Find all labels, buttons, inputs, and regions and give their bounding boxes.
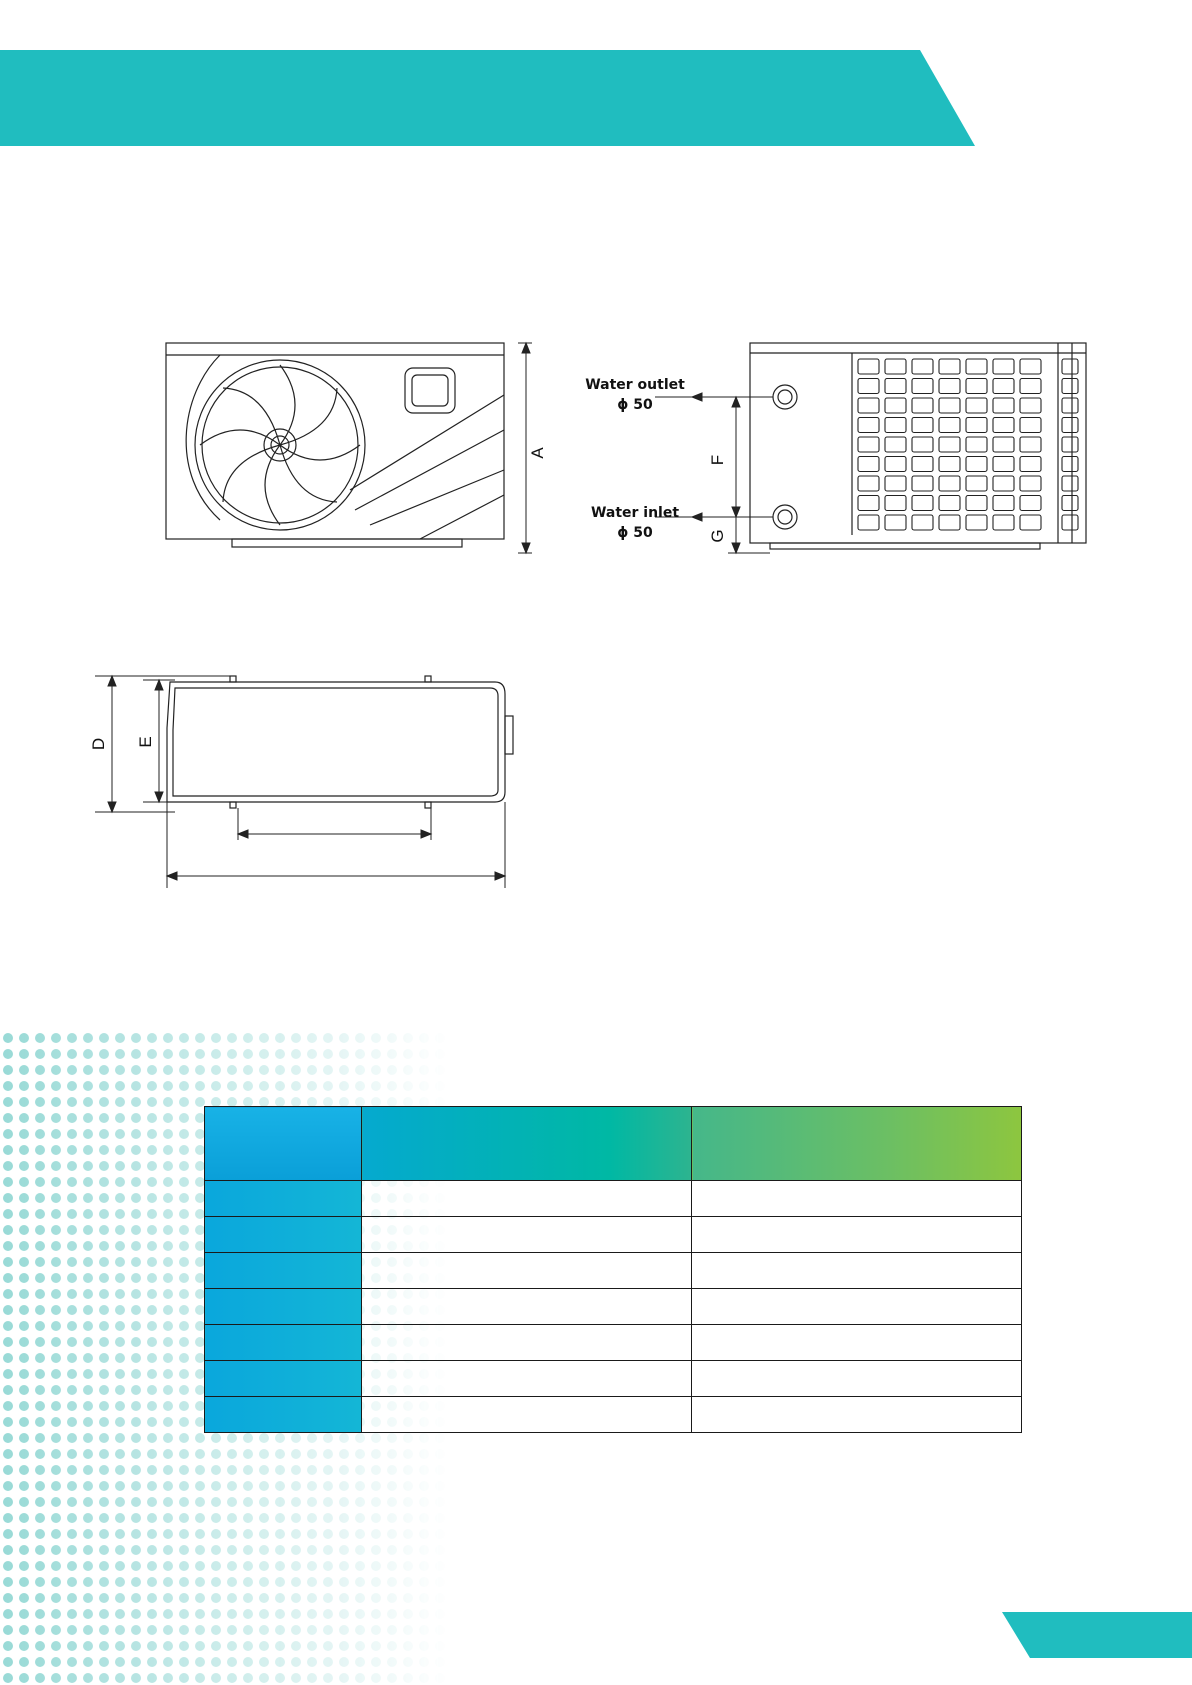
table-row-label	[205, 1217, 362, 1253]
fin-cell	[885, 437, 906, 452]
fin-cell	[993, 359, 1014, 374]
fin-cell	[939, 515, 960, 530]
table-cell	[692, 1217, 1022, 1253]
fin-cell	[912, 437, 933, 452]
fin-cell	[966, 457, 987, 472]
fin-cell	[858, 496, 879, 511]
fin-cell	[939, 496, 960, 511]
fin-cell	[993, 418, 1014, 433]
table-row-label	[205, 1397, 362, 1433]
header-banner	[0, 50, 975, 146]
fin-cell	[858, 515, 879, 530]
water-inlet-size: ϕ 50	[617, 525, 653, 541]
dimension-g-label: G	[708, 529, 727, 543]
fin-cell	[1062, 437, 1078, 452]
fin-cell	[1020, 437, 1041, 452]
fin-cell	[885, 457, 906, 472]
specification-table	[204, 1106, 1022, 1433]
fin-cell	[885, 398, 906, 413]
table-row	[205, 1361, 1022, 1397]
fin-cell	[993, 379, 1014, 394]
evaporator-fin-grid	[858, 359, 1078, 530]
side-view-drawing	[580, 335, 1100, 565]
fin-cell	[885, 418, 906, 433]
fin-cell	[858, 457, 879, 472]
table-row	[205, 1289, 1022, 1325]
table-row-label	[205, 1325, 362, 1361]
fin-cell	[966, 437, 987, 452]
table-cell	[362, 1217, 692, 1253]
fin-cell	[912, 379, 933, 394]
table-header-column-2	[692, 1107, 1022, 1181]
fin-cell	[1020, 476, 1041, 491]
fin-cell	[858, 437, 879, 452]
table-cell	[692, 1325, 1022, 1361]
table-cell	[362, 1289, 692, 1325]
dimension-e-label: E	[136, 736, 155, 748]
fin-cell	[885, 476, 906, 491]
fin-cell	[912, 515, 933, 530]
fin-cell	[912, 418, 933, 433]
fin-cell	[939, 476, 960, 491]
fin-cell	[966, 515, 987, 530]
front-view-drawing	[160, 335, 560, 565]
fin-cell	[939, 359, 960, 374]
table-cell	[692, 1181, 1022, 1217]
table-cell	[692, 1253, 1022, 1289]
fin-cell	[966, 359, 987, 374]
table-header-model	[205, 1107, 362, 1181]
fin-cell	[858, 379, 879, 394]
fin-cell	[1020, 496, 1041, 511]
fin-cell	[912, 496, 933, 511]
fin-cell	[939, 437, 960, 452]
fin-cell	[858, 398, 879, 413]
fin-cell	[1062, 457, 1078, 472]
dimension-d-label: D	[89, 737, 108, 751]
fin-cell	[1020, 515, 1041, 530]
fin-cell	[966, 496, 987, 511]
table-header-row	[205, 1107, 1022, 1181]
table-cell	[692, 1361, 1022, 1397]
fin-cell	[1062, 496, 1078, 511]
fin-cell	[1020, 418, 1041, 433]
fin-cell	[1020, 379, 1041, 394]
table-cell	[362, 1361, 692, 1397]
table-row	[205, 1253, 1022, 1289]
fin-cell	[912, 457, 933, 472]
water-outlet-label: Water outlet	[585, 377, 685, 393]
fin-cell	[966, 476, 987, 491]
fin-cell	[858, 359, 879, 374]
fin-cell	[966, 398, 987, 413]
dimension-f-label: F	[708, 454, 727, 466]
fin-cell	[1062, 476, 1078, 491]
table-header-column-1	[362, 1107, 692, 1181]
table-row-label	[205, 1289, 362, 1325]
water-inlet-label: Water inlet	[590, 505, 680, 521]
fin-cell	[993, 398, 1014, 413]
fin-cell	[1062, 515, 1078, 530]
fin-cell	[1062, 359, 1078, 374]
fin-cell	[993, 437, 1014, 452]
table-cell	[362, 1253, 692, 1289]
fin-cell	[912, 398, 933, 413]
table-row-label	[205, 1361, 362, 1397]
table-row	[205, 1181, 1022, 1217]
fin-cell	[939, 418, 960, 433]
fin-cell	[858, 476, 879, 491]
fin-cell	[1062, 398, 1078, 413]
fin-cell	[1062, 379, 1078, 394]
fin-cell	[993, 476, 1014, 491]
fin-cell	[885, 515, 906, 530]
table-row	[205, 1217, 1022, 1253]
table-row	[205, 1325, 1022, 1361]
fin-cell	[939, 379, 960, 394]
table-cell	[362, 1181, 692, 1217]
table-cell	[362, 1325, 692, 1361]
fin-cell	[993, 457, 1014, 472]
footer-page-tab	[1002, 1612, 1192, 1658]
fin-cell	[1062, 418, 1078, 433]
table-row-label	[205, 1253, 362, 1289]
fin-cell	[912, 359, 933, 374]
fin-cell	[885, 359, 906, 374]
water-outlet-size: ϕ 50	[617, 397, 653, 413]
table-row	[205, 1397, 1022, 1433]
fin-cell	[1020, 359, 1041, 374]
fin-cell	[966, 379, 987, 394]
fin-cell	[885, 379, 906, 394]
top-view-drawing	[89, 668, 535, 898]
fin-cell	[912, 476, 933, 491]
table-cell	[692, 1289, 1022, 1325]
fin-cell	[1020, 457, 1041, 472]
table-cell	[692, 1397, 1022, 1433]
fin-cell	[993, 515, 1014, 530]
table-row-label	[205, 1181, 362, 1217]
dimension-a-label: A	[528, 447, 547, 459]
fin-cell	[858, 418, 879, 433]
fin-cell	[966, 418, 987, 433]
fin-cell	[939, 398, 960, 413]
fin-cell	[1020, 398, 1041, 413]
fin-cell	[993, 496, 1014, 511]
fin-cell	[885, 496, 906, 511]
table-cell	[362, 1397, 692, 1433]
fin-cell	[939, 457, 960, 472]
